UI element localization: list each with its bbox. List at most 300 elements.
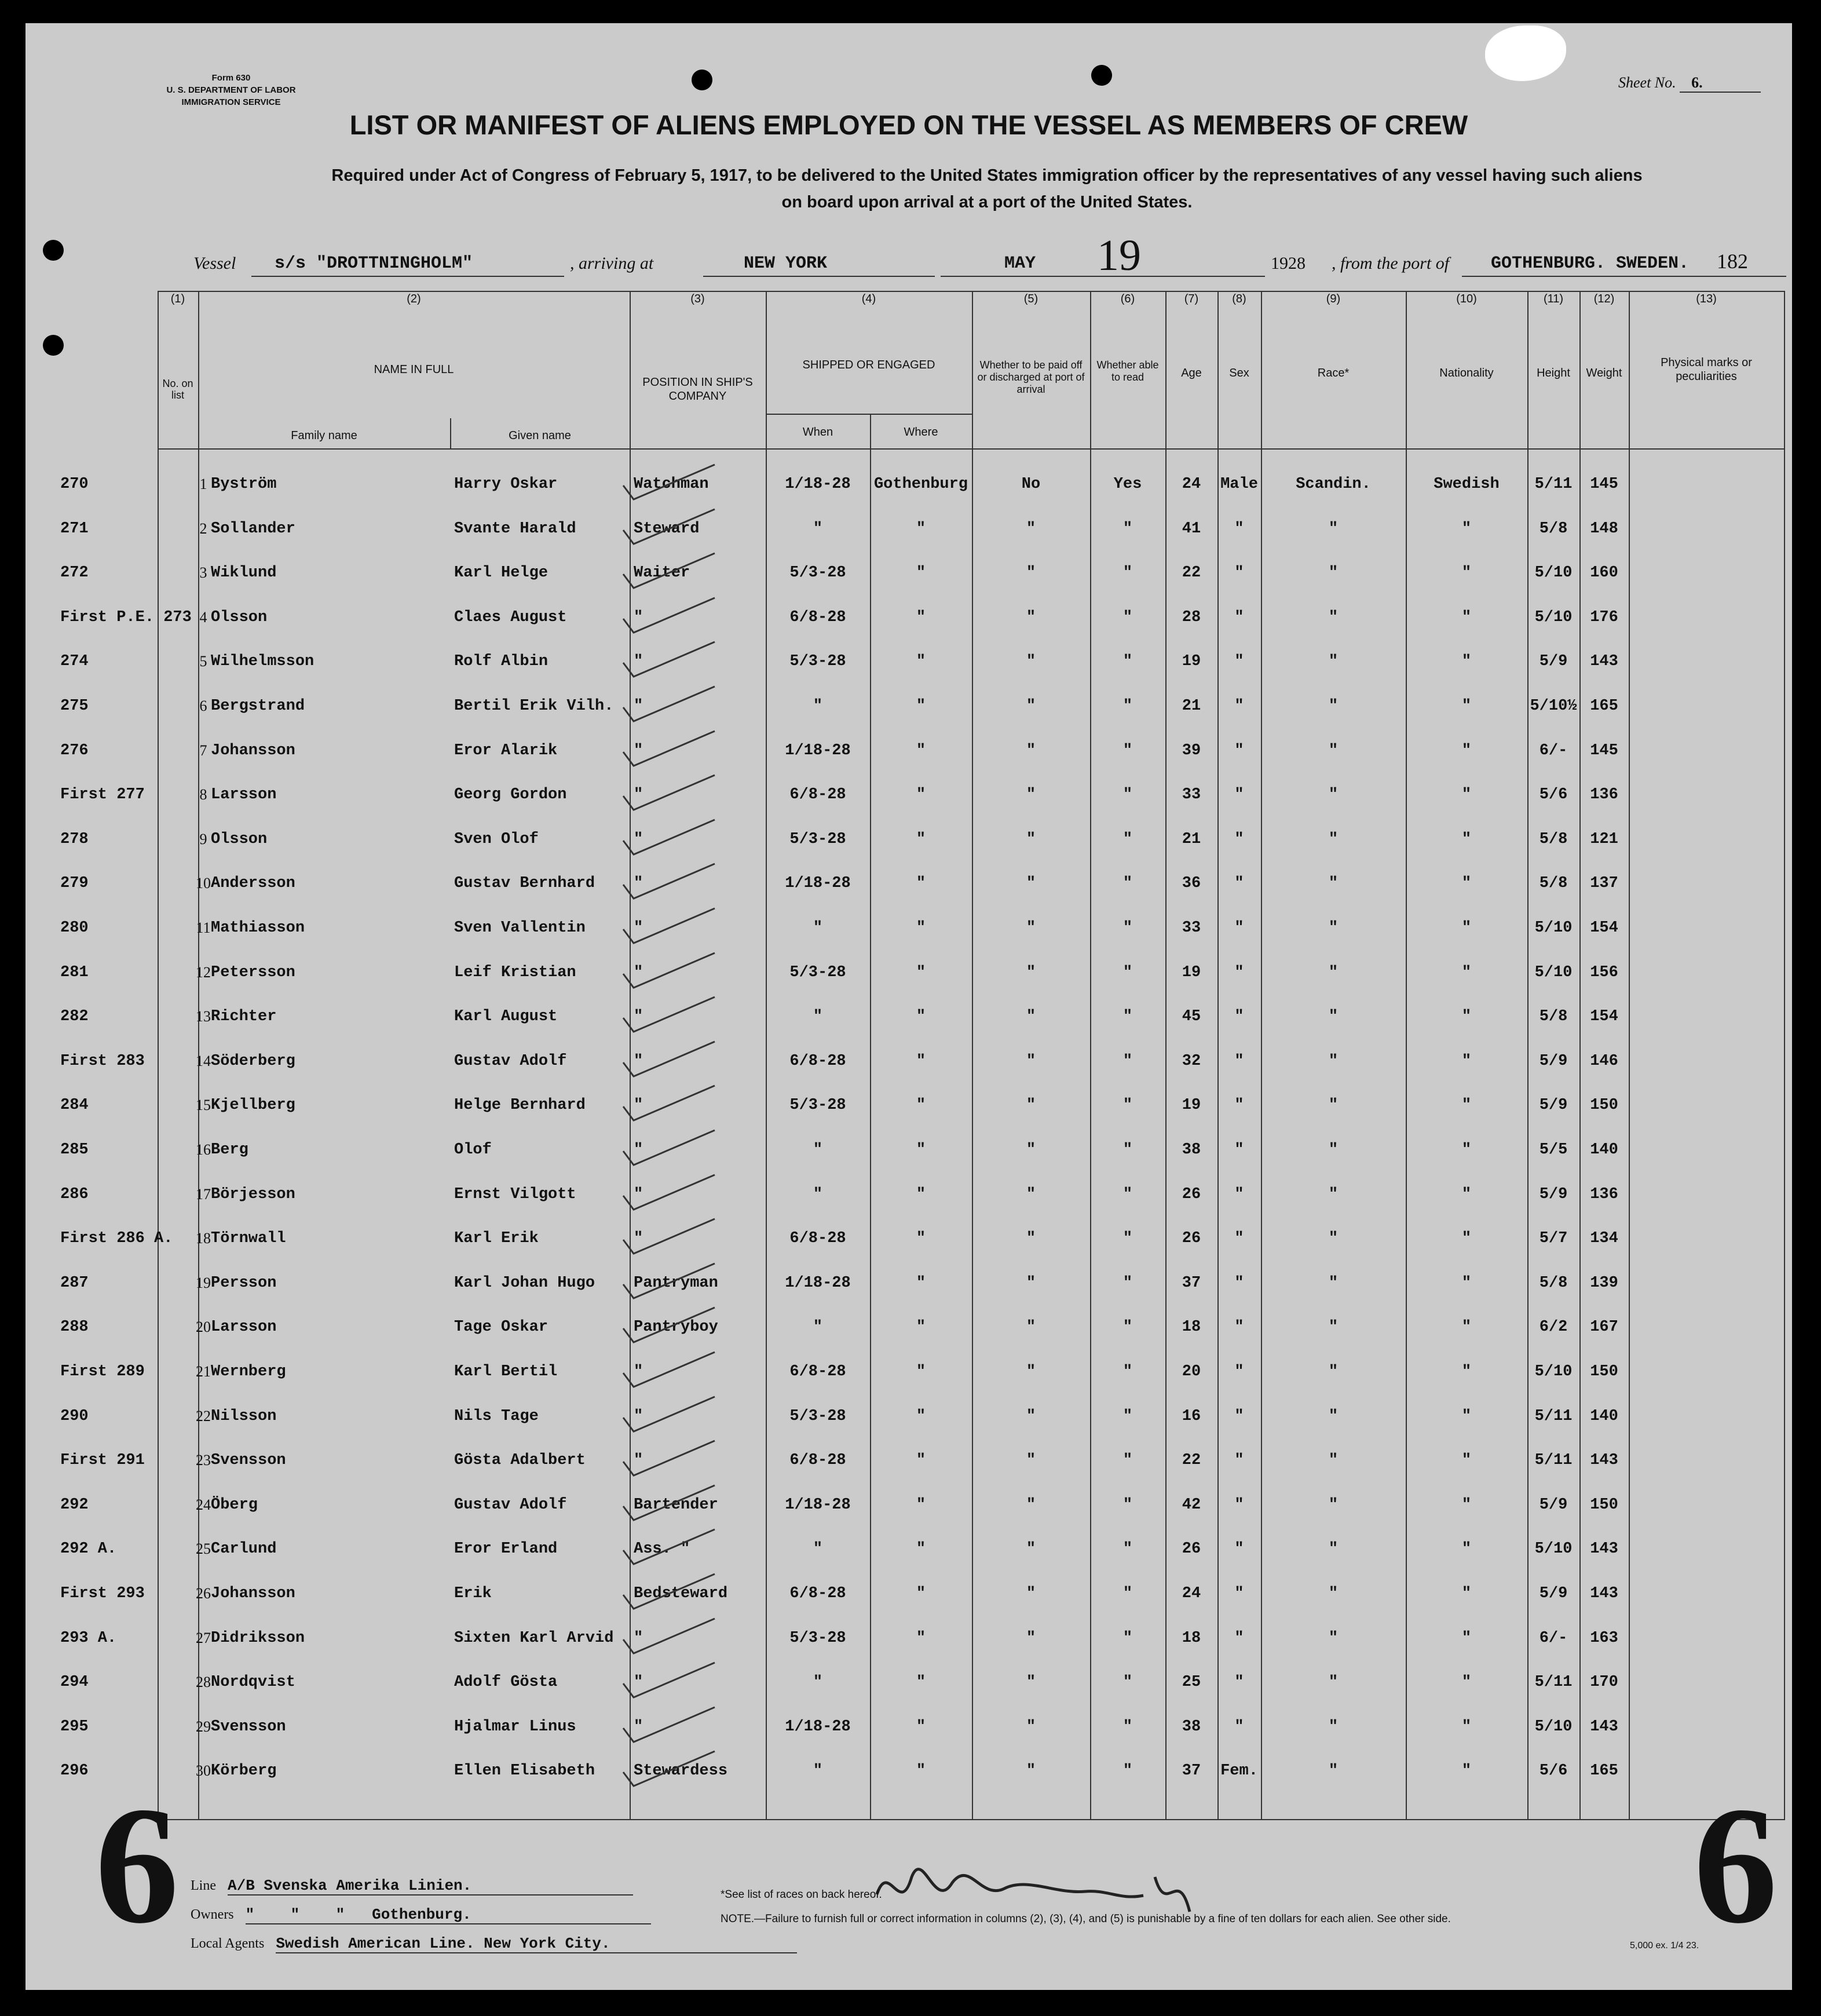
cell-read: ": [1122, 1363, 1133, 1380]
cell-given: Sven Vallentin: [454, 919, 586, 937]
cell-age: 26: [1182, 1230, 1201, 1248]
cell-read: ": [1122, 520, 1133, 538]
cell-sex: ": [1234, 1052, 1244, 1070]
cell-weight: 163: [1590, 1629, 1618, 1647]
cell-sex: ": [1234, 1185, 1244, 1203]
cell-read: ": [1122, 1718, 1133, 1736]
table-row: [25, 507, 1792, 551]
cell-where: ": [916, 919, 926, 937]
cell-weight: 150: [1590, 1097, 1618, 1115]
cell-given: Eror Alarik: [454, 742, 558, 759]
cell-nationality: ": [1461, 697, 1472, 715]
cell-height: 6/-: [1539, 742, 1568, 759]
cell-paid: ": [1026, 1762, 1036, 1780]
cell-race: ": [1328, 608, 1339, 626]
cell-age: 16: [1182, 1407, 1201, 1425]
cell-position: ": [634, 1407, 643, 1425]
cell-no: 1: [199, 476, 207, 492]
cell-given: Hjalmar Linus: [454, 1718, 576, 1736]
cell-age: 19: [1182, 1097, 1201, 1115]
cell-age: 39: [1182, 742, 1201, 759]
cell-family: Wilhelmsson: [211, 653, 315, 671]
cell-weight: 148: [1590, 520, 1618, 538]
cell-ref: 282: [60, 1008, 89, 1026]
cell-paid: ": [1026, 1052, 1036, 1070]
cell-when: 1/18-28: [785, 476, 851, 493]
cell-nationality: ": [1461, 1540, 1472, 1558]
table-row: [25, 596, 1792, 640]
cell-family: Larsson: [211, 786, 277, 804]
cell-height: 5/5: [1539, 1141, 1568, 1159]
table-row: [25, 684, 1792, 728]
col-able-read: Whether able to read: [1096, 359, 1159, 383]
cell-weight: 150: [1590, 1363, 1618, 1380]
origin-port: GOTHENBURG. SWEDEN.: [1491, 254, 1690, 273]
cell-ref: 296: [60, 1762, 89, 1780]
cell-nationality: ": [1461, 1496, 1472, 1514]
col-5-number: (5): [1023, 293, 1039, 305]
table-row: [25, 729, 1792, 773]
cell-race: ": [1328, 1141, 1339, 1159]
table-row: [25, 1173, 1792, 1217]
check-mark-icon: [616, 995, 726, 1039]
cell-read: ": [1122, 1452, 1133, 1470]
cell-weight: 154: [1590, 919, 1618, 937]
cell-ref: First 286 A.: [60, 1230, 173, 1248]
cell-sex: ": [1234, 1718, 1244, 1736]
cell-when: 6/8-28: [789, 1363, 846, 1380]
cell-race: ": [1328, 1319, 1339, 1336]
cell-family: Byström: [211, 476, 277, 493]
table-row: [25, 1660, 1792, 1704]
cell-nationality: ": [1461, 520, 1472, 538]
cell-no: 18: [196, 1230, 211, 1247]
cell-when: 5/3-28: [789, 830, 846, 848]
cell-read: ": [1122, 1097, 1133, 1115]
cell-height: 5/9: [1539, 1097, 1568, 1115]
cell-position: ": [634, 742, 643, 759]
cell-age: 24: [1182, 476, 1201, 493]
cell-when: 6/8-28: [789, 786, 846, 804]
cell-no: 4: [199, 608, 207, 626]
cell-paid: ": [1026, 1629, 1036, 1647]
cell-age: 36: [1182, 875, 1201, 893]
cell-height: 5/9: [1539, 1496, 1568, 1514]
cell-sex: ": [1234, 1274, 1244, 1292]
col-race: Race*: [1317, 367, 1350, 379]
cell-paid: ": [1026, 653, 1036, 671]
cell-nationality: ": [1461, 1274, 1472, 1292]
cell-when: ": [813, 1674, 823, 1692]
cell-family: Törnwall: [211, 1230, 286, 1248]
cell-when: 6/8-28: [789, 1585, 846, 1602]
cell-paid: ": [1026, 520, 1036, 538]
cell-weight: 121: [1590, 830, 1618, 848]
form-number: Form 630: [211, 73, 251, 83]
cell-no: 14: [196, 1052, 211, 1069]
cell-family: Wiklund: [211, 564, 277, 582]
cell-weight: 167: [1590, 1319, 1618, 1336]
cell-where: ": [916, 786, 926, 804]
cell-weight: 143: [1590, 1585, 1618, 1602]
cell-read: ": [1122, 919, 1133, 937]
cell-ref: 285: [60, 1141, 89, 1159]
cell-ref: First 277: [60, 786, 145, 804]
cell-ref: 284: [60, 1097, 89, 1115]
cell-where: ": [916, 1407, 926, 1425]
cell-race: ": [1328, 1762, 1339, 1780]
cell-age: 33: [1182, 919, 1201, 937]
check-mark-icon: [616, 1749, 726, 1793]
cell-age: 18: [1182, 1319, 1201, 1336]
cell-sex: ": [1234, 875, 1244, 893]
cell-paid: ": [1026, 1185, 1036, 1203]
cell-nationality: ": [1461, 830, 1472, 848]
cell-height: 5/11: [1534, 1407, 1573, 1425]
cell-paid: ": [1026, 742, 1036, 759]
cell-sex: ": [1234, 1674, 1244, 1692]
check-mark-icon: [616, 1660, 726, 1704]
cell-sex: ": [1234, 1452, 1244, 1470]
cell-ref: 295: [60, 1718, 89, 1736]
cell-nationality: ": [1461, 1407, 1472, 1425]
cell-read: ": [1122, 653, 1133, 671]
cell-age: 32: [1182, 1052, 1201, 1070]
table-row: [25, 995, 1792, 1039]
col-8-number: (8): [1232, 293, 1246, 305]
table-row: [25, 1483, 1792, 1527]
cell-where: ": [916, 1762, 926, 1780]
cell-ref: First 289: [60, 1363, 145, 1380]
cell-no: 22: [196, 1407, 211, 1425]
cell-where: ": [916, 1052, 926, 1070]
check-mark-icon: [616, 1705, 726, 1749]
vessel-label: Vessel: [193, 254, 236, 273]
cell-given: Sven Olof: [454, 830, 539, 848]
col-when: When: [802, 426, 833, 439]
check-mark-icon: [616, 462, 726, 506]
cell-position: Pantryman: [634, 1274, 718, 1292]
cell-given: Tage Oskar: [454, 1319, 549, 1336]
cell-nationality: ": [1461, 1097, 1472, 1115]
cell-nationality: Swedish: [1434, 476, 1500, 493]
cell-weight: 170: [1590, 1674, 1618, 1692]
cell-where: Gothenburg: [873, 476, 968, 493]
cell-race: ": [1328, 653, 1339, 671]
cell-race: Scandin.: [1296, 476, 1371, 493]
page-subtitle: [188, 162, 1786, 216]
check-mark-icon: [616, 551, 726, 595]
cell-nationality: ": [1461, 875, 1472, 893]
cell-height: 5/10: [1534, 1718, 1573, 1736]
cell-sex: Male: [1220, 476, 1258, 493]
cell-age: 18: [1182, 1629, 1201, 1647]
cell-height: 5/7: [1539, 1230, 1568, 1248]
cell-paid: ": [1026, 830, 1036, 848]
table-row: [25, 817, 1792, 861]
cell-when: ": [813, 520, 823, 538]
col-age: Age: [1181, 367, 1202, 379]
cell-nationality: ": [1461, 919, 1472, 937]
cell-position: ": [634, 1141, 643, 1159]
cell-ref: 272: [60, 564, 89, 582]
cell-sex: ": [1234, 1319, 1244, 1336]
cell-family: Svensson: [211, 1718, 286, 1736]
cell-paid: ": [1026, 1274, 1036, 1292]
cell-nationality: ": [1461, 1585, 1472, 1602]
cell-nationality: ": [1461, 742, 1472, 759]
cell-race: ": [1328, 830, 1339, 848]
cell-given: Olof: [454, 1141, 492, 1159]
big-sheet-number-right: 6: [1694, 1772, 1778, 1958]
cell-ref: 275: [60, 697, 89, 715]
cell-sex: ": [1234, 1540, 1244, 1558]
cell-read: ": [1122, 1230, 1133, 1248]
cell-paid: ": [1026, 1141, 1036, 1159]
cell-ref: 274: [60, 653, 89, 671]
cell-paid: ": [1026, 1363, 1036, 1380]
cell-paid: ": [1026, 1540, 1036, 1558]
cell-position: ": [634, 1097, 643, 1115]
cell-position: ": [634, 608, 643, 626]
cell-when: 5/3-28: [789, 1407, 846, 1425]
print-code: 5,000 ex. 1/4 23.: [1630, 1941, 1699, 1951]
cell-position: Steward: [634, 520, 700, 538]
sheet-number-value: 6.: [1680, 74, 1761, 93]
cell-height: 6/-: [1539, 1629, 1568, 1647]
cell-read: ": [1122, 875, 1133, 893]
cell-family: Berg: [211, 1141, 248, 1159]
col-9-number: (9): [1326, 293, 1341, 305]
check-mark-icon: [616, 1083, 726, 1127]
cell-when: ": [813, 1319, 823, 1336]
cell-no: 27: [196, 1629, 211, 1646]
subtitle-line-1: Required under Act of Congress of February 5, 1917, to be delivered to the United States immigration officer by the representatives of any vessel having such aliens: [331, 166, 1643, 185]
table-row: [25, 1572, 1792, 1616]
cell-sex: ": [1234, 653, 1244, 671]
cell-family: Olsson: [211, 830, 268, 848]
form-service: IMMIGRATION SERVICE: [181, 97, 281, 107]
cell-height: 5/8: [1539, 875, 1568, 893]
cell-race: ": [1328, 919, 1339, 937]
subtitle-line-2: on board upon arrival at a port of the United States.: [781, 193, 1193, 211]
cell-given: Sixten Karl Arvid: [454, 1629, 614, 1647]
cell-no: 10: [196, 875, 211, 892]
cell-height: 5/10½: [1530, 697, 1577, 715]
cell-sex: ": [1234, 1407, 1244, 1425]
col-height: Height: [1537, 367, 1570, 379]
table-row: [25, 1394, 1792, 1438]
cell-position: Stewardess: [634, 1762, 728, 1780]
arrival-year: 1928: [1271, 254, 1306, 273]
cell-no: 16: [196, 1141, 211, 1158]
cell-position: ": [634, 653, 643, 671]
cell-race: ": [1328, 1008, 1339, 1026]
punch-hole: [692, 70, 712, 90]
cell-ref: 293 A.: [60, 1629, 117, 1647]
cell-weight: 143: [1590, 1540, 1618, 1558]
cell-family: Andersson: [211, 875, 295, 893]
cell-paid: No: [1021, 476, 1041, 493]
cell-position: ": [634, 919, 643, 937]
cell-paid: ": [1026, 1585, 1036, 1602]
cell-ref: 288: [60, 1319, 89, 1336]
cell-read: ": [1122, 1274, 1133, 1292]
table-row: [25, 951, 1792, 995]
cell-ref: 292: [60, 1496, 89, 1514]
cell-nationality: ": [1461, 1363, 1472, 1380]
cell-given: Eror Erland: [454, 1540, 558, 1558]
cell-read: ": [1122, 742, 1133, 759]
cell-age: 37: [1182, 1274, 1201, 1292]
arriving-label: , arriving at: [570, 254, 654, 273]
cell-position: Waiter: [634, 564, 690, 582]
cell-race: ": [1328, 1585, 1339, 1602]
check-mark-icon: [616, 951, 726, 995]
cell-where: ": [916, 1452, 926, 1470]
cell-ref: 271: [60, 520, 89, 538]
cell-where: ": [916, 1008, 926, 1026]
col-4-number: (4): [861, 293, 876, 305]
from-port-label: , from the port of: [1332, 254, 1450, 273]
cell-age: 45: [1182, 1008, 1201, 1026]
check-mark-icon: [616, 1527, 726, 1571]
table-row: [25, 1616, 1792, 1660]
cell-read: ": [1122, 1540, 1133, 1558]
table-row: [25, 1128, 1792, 1172]
cell-weight: 145: [1590, 742, 1618, 759]
cell-family: Larsson: [211, 1319, 277, 1336]
cell-given: Gustav Adolf: [454, 1052, 567, 1070]
cell-race: ": [1328, 520, 1339, 538]
cell-no: 11: [196, 919, 211, 936]
check-mark-icon: [616, 507, 726, 551]
table-row: [25, 1261, 1792, 1305]
cell-nationality: ": [1461, 1762, 1472, 1780]
cell-where: ": [916, 697, 926, 715]
cell-ref: 276: [60, 742, 89, 759]
cell-when: 6/8-28: [789, 1052, 846, 1070]
col-6-number: (6): [1120, 293, 1135, 305]
cell-where: ": [916, 564, 926, 582]
arrival-day: 19: [1097, 231, 1141, 280]
col-1-number: (1): [170, 293, 185, 305]
cell-read: ": [1122, 1407, 1133, 1425]
cell-no: 30: [196, 1762, 211, 1780]
cell-read: ": [1122, 786, 1133, 804]
cell-weight: 156: [1590, 963, 1618, 981]
col-no-on-list: No. on list: [162, 378, 193, 401]
col-nationality: Nationality: [1439, 367, 1494, 379]
cell-sex: ": [1234, 1097, 1244, 1115]
check-mark-icon: [616, 596, 726, 640]
cell-race: ": [1328, 1185, 1339, 1203]
cell-no: 13: [196, 1008, 211, 1025]
cell-nationality: ": [1461, 1674, 1472, 1692]
cell-race: ": [1328, 1274, 1339, 1292]
cell-height: 5/10: [1534, 919, 1573, 937]
cell-sex: ": [1234, 1363, 1244, 1380]
footer-agents-value: Swedish American Line. New York City.: [276, 1935, 797, 1953]
cell-paid: ": [1026, 1097, 1036, 1115]
check-mark-icon: [616, 861, 726, 905]
cell-family: Körberg: [211, 1762, 277, 1780]
cell-race: ": [1328, 1674, 1339, 1692]
cell-weight: 146: [1590, 1052, 1618, 1070]
cell-paid: ": [1026, 1407, 1036, 1425]
table-row: [25, 1749, 1792, 1793]
table-row: [25, 861, 1792, 905]
cell-ref: 286: [60, 1185, 89, 1203]
cell-position: ": [634, 1674, 643, 1692]
cell-read: ": [1122, 1762, 1133, 1780]
sheet-number: [1618, 74, 1761, 93]
cell-nationality: ": [1461, 653, 1472, 671]
col-paid-off: Whether to be paid off or discharged at port of arrival: [977, 359, 1085, 395]
cell-paid: ": [1026, 1718, 1036, 1736]
cell-height: 6/2: [1539, 1319, 1568, 1336]
col-11-number: (11): [1543, 293, 1564, 305]
cell-race: ": [1328, 875, 1339, 893]
cell-when: 1/18-28: [785, 1718, 851, 1736]
check-mark-icon: [616, 1616, 726, 1660]
cell-when: 1/18-28: [785, 742, 851, 759]
cell-sex: ": [1234, 963, 1244, 981]
cell-nationality: ": [1461, 1141, 1472, 1159]
check-mark-icon: [616, 1128, 726, 1172]
check-mark-icon: [616, 1217, 726, 1261]
cell-sex: Fem.: [1220, 1762, 1258, 1780]
cell-ref: 287: [60, 1274, 89, 1292]
cell-age: 26: [1182, 1185, 1201, 1203]
cell-weight: 165: [1590, 1762, 1618, 1780]
cell-nationality: ": [1461, 564, 1472, 582]
cell-given: Gustav Adolf: [454, 1496, 567, 1514]
cell-ref: 292 A.: [60, 1540, 117, 1558]
cell-where: ": [916, 520, 926, 538]
cell-read: ": [1122, 1185, 1133, 1203]
arrival-port: NEW YORK: [744, 254, 828, 273]
table-bottom-border: [158, 1819, 1785, 1820]
cell-race: ": [1328, 963, 1339, 981]
cell-when: 6/8-28: [789, 1230, 846, 1248]
cell-sex: ": [1234, 830, 1244, 848]
cell-sex: ": [1234, 564, 1244, 582]
cell-race: ": [1328, 1097, 1339, 1115]
cell-family: Börjesson: [211, 1185, 295, 1203]
cell-nationality: ": [1461, 963, 1472, 981]
cell-height: 5/10: [1534, 608, 1573, 626]
footer-agents: [191, 1935, 797, 1953]
cell-where: ": [916, 1585, 926, 1602]
cell-age: 19: [1182, 963, 1201, 981]
cell-age: 21: [1182, 697, 1201, 715]
cell-when: 5/3-28: [789, 963, 846, 981]
cell-paid: ": [1026, 919, 1036, 937]
cell-height: 5/10: [1534, 963, 1573, 981]
fine-note: NOTE.—Failure to furnish full or correct information in columns (2), (3), (4), and (5) is punishable by a fine of ten dollars for each alien. See other side.: [721, 1913, 1451, 1925]
check-mark-icon: [616, 1039, 726, 1083]
col-12-number: (12): [1593, 293, 1615, 305]
cell-ref: First P.E. 273: [60, 608, 192, 626]
cell-position: ": [634, 963, 643, 981]
cell-height: 5/8: [1539, 830, 1568, 848]
cell-family: Svensson: [211, 1452, 286, 1470]
cell-where: ": [916, 1319, 926, 1336]
cell-age: 42: [1182, 1496, 1201, 1514]
cell-age: 21: [1182, 830, 1201, 848]
check-mark-icon: [616, 1261, 726, 1305]
